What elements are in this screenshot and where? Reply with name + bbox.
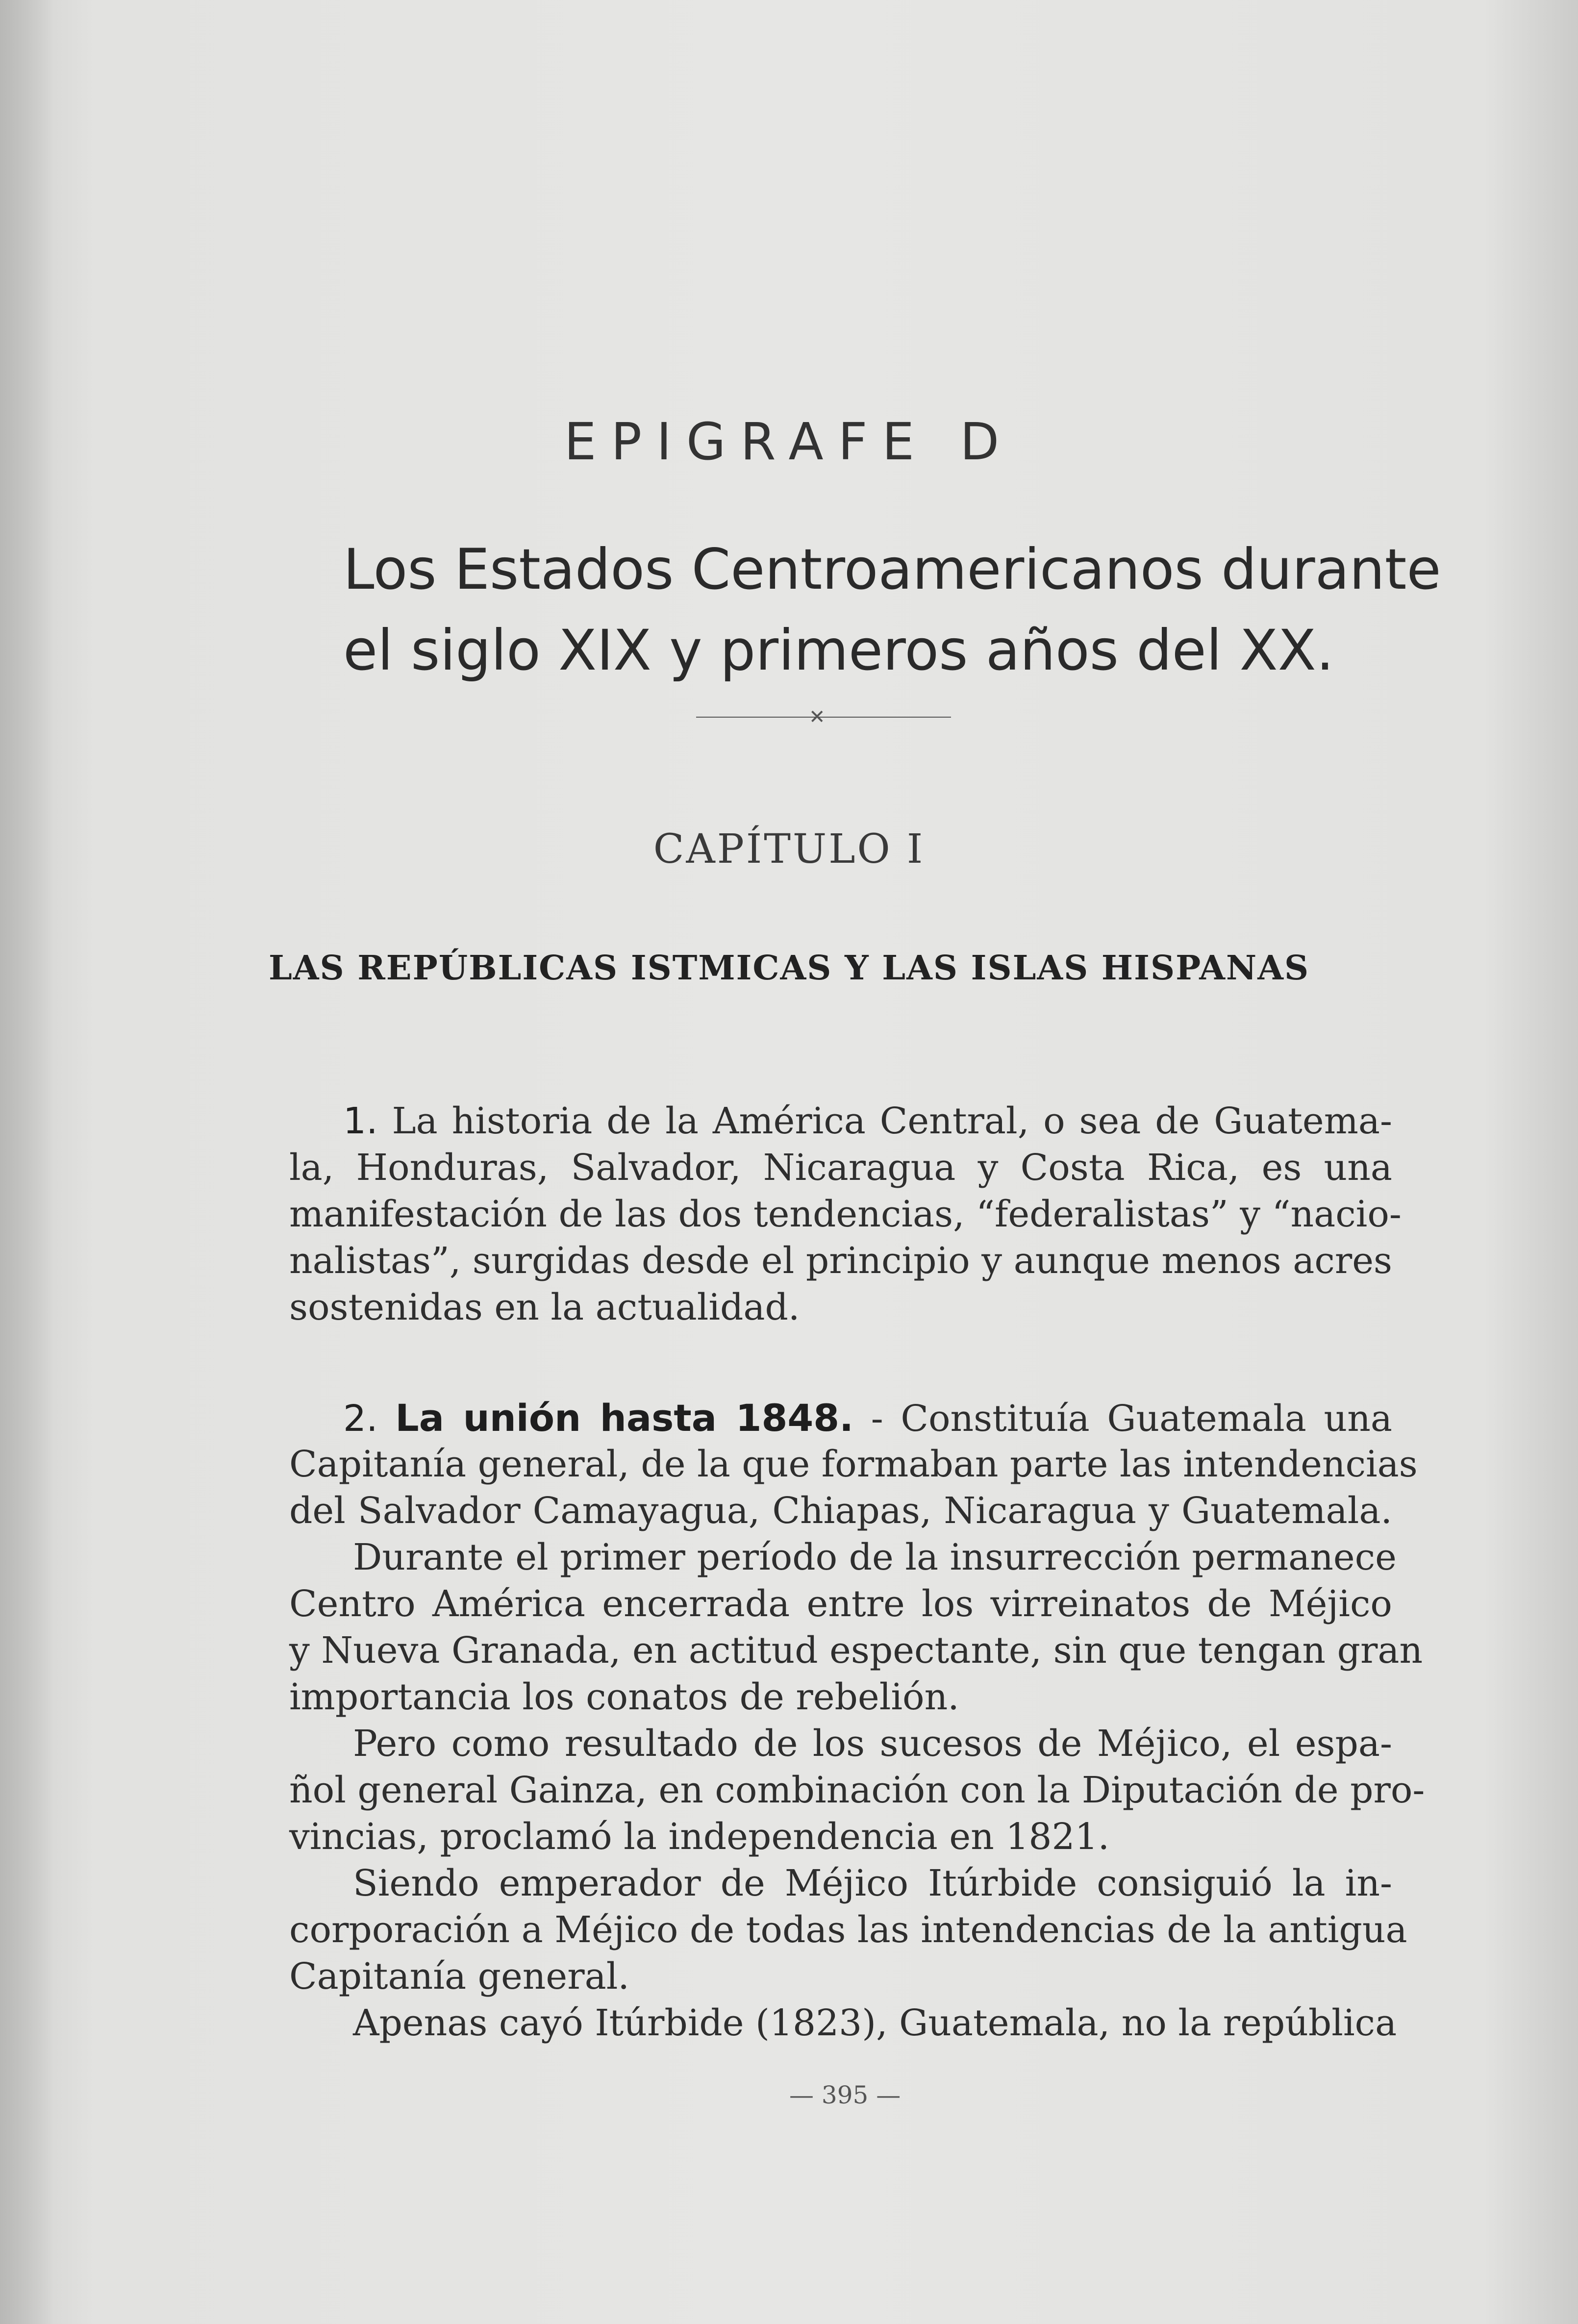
chapter-heading: LAS REPÚBLICAS ISTMICAS Y LAS ISLAS HISPANAS <box>268 949 1310 988</box>
paragraph-line: Pero como resultado de los sucesos de Méjico, el espa- <box>353 1723 1392 1765</box>
page-spine-shadow <box>0 0 54 2324</box>
paragraph-line: importancia los conatos de rebelión. <box>289 1676 959 1718</box>
paragraph-line: corporación a Méjico de todas las intendencias de la antigua <box>289 1909 1407 1951</box>
paragraph-line: Centro América encerrada entre los virreinatos de Méjico <box>289 1583 1392 1625</box>
section-title-line-1: Los Estados Centroamericanos durante <box>343 537 1441 602</box>
paragraph-line: 1. La historia de la América Central, o sea de Guatema- <box>343 1100 1392 1142</box>
paragraph-line: vincias, proclamó la independencia en 1821. <box>289 1816 1110 1858</box>
paragraph-line: Apenas cayó Itúrbide (1823), Guatemala, no la república <box>353 2002 1397 2044</box>
paragraph-line: Capitanía general. <box>289 1955 629 1998</box>
chapter-label: CAPÍTULO I <box>653 826 925 873</box>
paragraph-line: la, Honduras, Salvador, Nicaragua y Costa Rica, es una <box>289 1147 1392 1189</box>
paragraph-line: Durante el primer período de la insurrección permanece <box>353 1536 1397 1578</box>
page-number: — 395 — <box>789 2081 901 2109</box>
paragraph-line: Capitanía general, de la que formaban parte las intendencias <box>289 1443 1418 1485</box>
paragraph-line: Siendo emperador de Méjico Itúrbide consiguió la in- <box>353 1862 1392 1904</box>
paragraph-line: sostenidas en la actualidad. <box>289 1286 800 1328</box>
paragraph-line: del Salvador Camayagua, Chiapas, Nicaragua y Guatemala. <box>289 1490 1392 1532</box>
section-title-line-2: el siglo XIX y primeros años del XX. <box>343 618 1334 683</box>
paragraph-line: y Nueva Granada, en actitud espectante, sin que tengan gran <box>289 1629 1423 1672</box>
paragraph-number: 2. <box>343 1398 378 1440</box>
paragraph-number: 1. <box>343 1100 378 1142</box>
section-subtitle: La unión hasta 1848. <box>395 1396 854 1440</box>
epigrafe-heading: EPIGRAFE D <box>564 412 1014 472</box>
ornament-star-icon: ✕ <box>809 706 826 728</box>
paragraph-line: ñol general Gainza, en combinación con la Diputación de pro- <box>289 1769 1425 1811</box>
paragraph-line: 2. La unión hasta 1848. - Constituía Guatemala una <box>343 1396 1392 1440</box>
paragraph-line: manifestación de las dos tendencias, “federalistas” y “nacio- <box>289 1193 1402 1235</box>
paragraph-line: nalistas”, surgidas desde el principio y aunque menos acres <box>289 1240 1392 1282</box>
